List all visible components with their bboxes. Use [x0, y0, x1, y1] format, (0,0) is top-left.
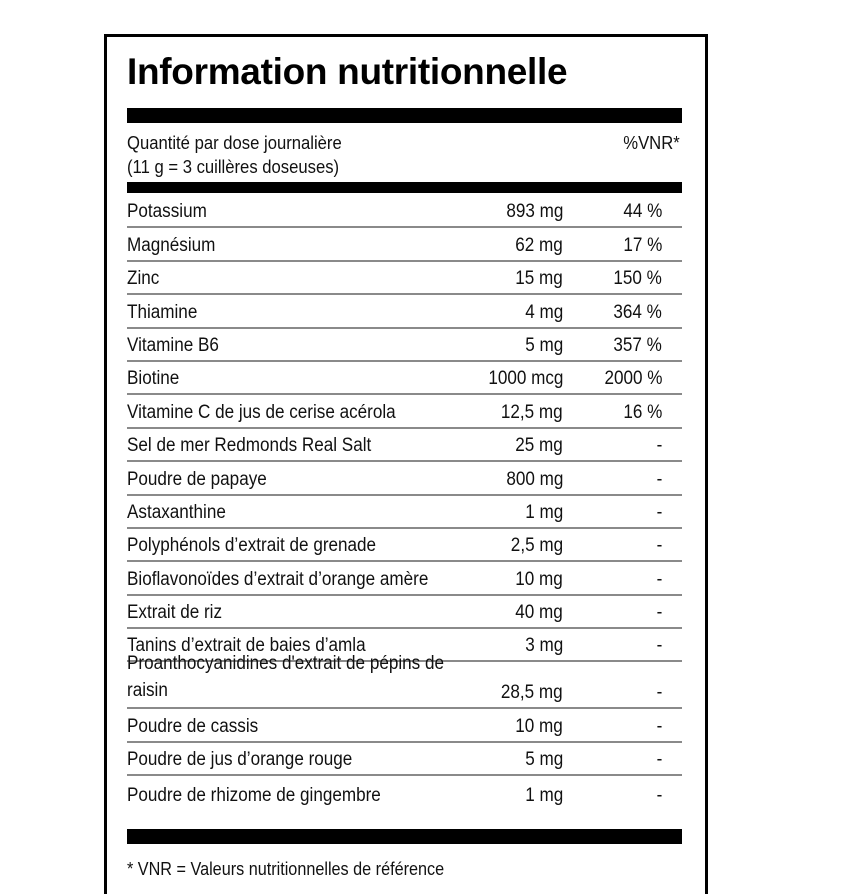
- table-row: [127, 228, 682, 261]
- table-row: [127, 709, 682, 742]
- table-row: [127, 362, 682, 395]
- nutrition-label: [104, 34, 708, 894]
- nutrient-vnr: 16 %: [623, 401, 662, 423]
- nutrient-vnr: -: [656, 602, 662, 624]
- nutrient-vnr: -: [656, 568, 662, 590]
- top-divider-bar: [127, 108, 682, 123]
- nutrient-name: Zinc: [127, 268, 160, 290]
- nutrient-amount: 1 mg: [524, 784, 563, 806]
- nutrient-name: Extrait de riz: [127, 602, 223, 624]
- vnr-column-header: %VNR*: [623, 132, 680, 153]
- table-row: [127, 529, 682, 562]
- table-row: [127, 776, 682, 809]
- nutrient-amount: 10 mg: [515, 715, 563, 737]
- nutrient-vnr: 17 %: [623, 234, 662, 256]
- nutrient-vnr: -: [656, 535, 662, 557]
- nutrient-name: Biotine: [127, 368, 180, 390]
- nutrient-amount: 25 mg: [515, 435, 563, 457]
- nutrient-amount: 28,5 mg: [501, 682, 563, 704]
- table-row: [127, 195, 682, 228]
- nutrient-amount: 3 mg: [524, 635, 563, 657]
- nutrient-vnr: -: [656, 784, 662, 806]
- serving-line-2: (11 g = 3 cuillères doseuses): [127, 156, 340, 177]
- nutrient-amount: 12,5 mg: [501, 401, 563, 423]
- nutrient-vnr: 2000 %: [603, 368, 662, 390]
- bottom-divider-bar: [127, 829, 682, 844]
- nutrient-vnr: -: [656, 749, 662, 771]
- nutrient-amount: 800 mg: [505, 468, 563, 490]
- label-title: Information nutritionnelle: [127, 51, 568, 92]
- nutrient-vnr: -: [656, 682, 662, 704]
- nutrient-vnr: -: [656, 435, 662, 457]
- nutrient-name: Poudre de cassis: [127, 715, 259, 737]
- table-row: [127, 596, 682, 629]
- nutrient-amount: 62 mg: [515, 234, 563, 256]
- nutrient-amount: 893 mg: [505, 201, 563, 223]
- nutrient-name: Poudre de papaye: [127, 468, 267, 490]
- nutrient-name: Vitamine B6: [127, 334, 219, 356]
- table-row: [127, 395, 682, 428]
- nutrient-name: Thiamine: [127, 301, 198, 323]
- nutrient-name: Potassium: [127, 201, 207, 223]
- vnr-footnote: * VNR = Valeurs nutritionnelles de référence: [127, 859, 445, 879]
- nutrient-name: Bioflavonoïdes d’extrait d’orange amère: [127, 568, 429, 590]
- nutrient-vnr: -: [656, 468, 662, 490]
- nutrient-vnr: 357 %: [613, 334, 662, 356]
- table-row: [127, 496, 682, 529]
- nutrient-amount: 1 mg: [524, 501, 563, 523]
- nutrient-name: Vitamine C de jus de cerise acérola: [127, 401, 396, 423]
- serving-size: [127, 131, 342, 179]
- nutrient-amount: 40 mg: [515, 602, 563, 624]
- nutrient-amount: 10 mg: [515, 568, 563, 590]
- nutrient-vnr: -: [656, 635, 662, 657]
- table-row: [127, 562, 682, 595]
- nutrient-amount: 1000 mcg: [487, 368, 563, 390]
- nutrient-vnr: 150 %: [613, 268, 662, 290]
- nutrient-vnr: 44 %: [623, 201, 662, 223]
- nutrient-name: Magnésium: [127, 234, 216, 256]
- nutrient-vnr: -: [656, 501, 662, 523]
- table-row: [127, 653, 682, 709]
- nutrient-name: Astaxanthine: [127, 501, 226, 523]
- nutrient-amount: 4 mg: [524, 301, 563, 323]
- nutrient-name: Sel de mer Redmonds Real Salt: [127, 435, 372, 457]
- table-row: [127, 262, 682, 295]
- nutrient-name: Polyphénols d’extrait de grenade: [127, 535, 377, 557]
- serving-line-1: Quantité par dose journalière: [127, 132, 342, 153]
- nutrient-vnr: 364 %: [613, 301, 662, 323]
- table-row: [127, 462, 682, 495]
- table-row: [127, 743, 682, 776]
- table-row: [127, 429, 682, 462]
- nutrient-amount: 5 mg: [524, 749, 563, 771]
- nutrient-amount: 15 mg: [515, 268, 563, 290]
- table-row: [127, 329, 682, 362]
- nutrient-amount: 2,5 mg: [510, 535, 563, 557]
- nutrient-name: Tanins d’extrait de baies d’amla: [127, 635, 366, 657]
- nutrient-amount: 5 mg: [524, 334, 563, 356]
- table-row: [127, 295, 682, 328]
- nutrient-name: Poudre de jus d’orange rouge: [127, 749, 353, 771]
- header-divider-bar: [127, 182, 682, 193]
- nutrient-name: Poudre de rhizome de gingembre: [127, 784, 381, 806]
- nutrient-table: [127, 195, 682, 810]
- nutrient-vnr: -: [656, 715, 662, 737]
- nutrient-name: Proanthocyanidines d'extrait de pépins de raisin: [127, 653, 444, 702]
